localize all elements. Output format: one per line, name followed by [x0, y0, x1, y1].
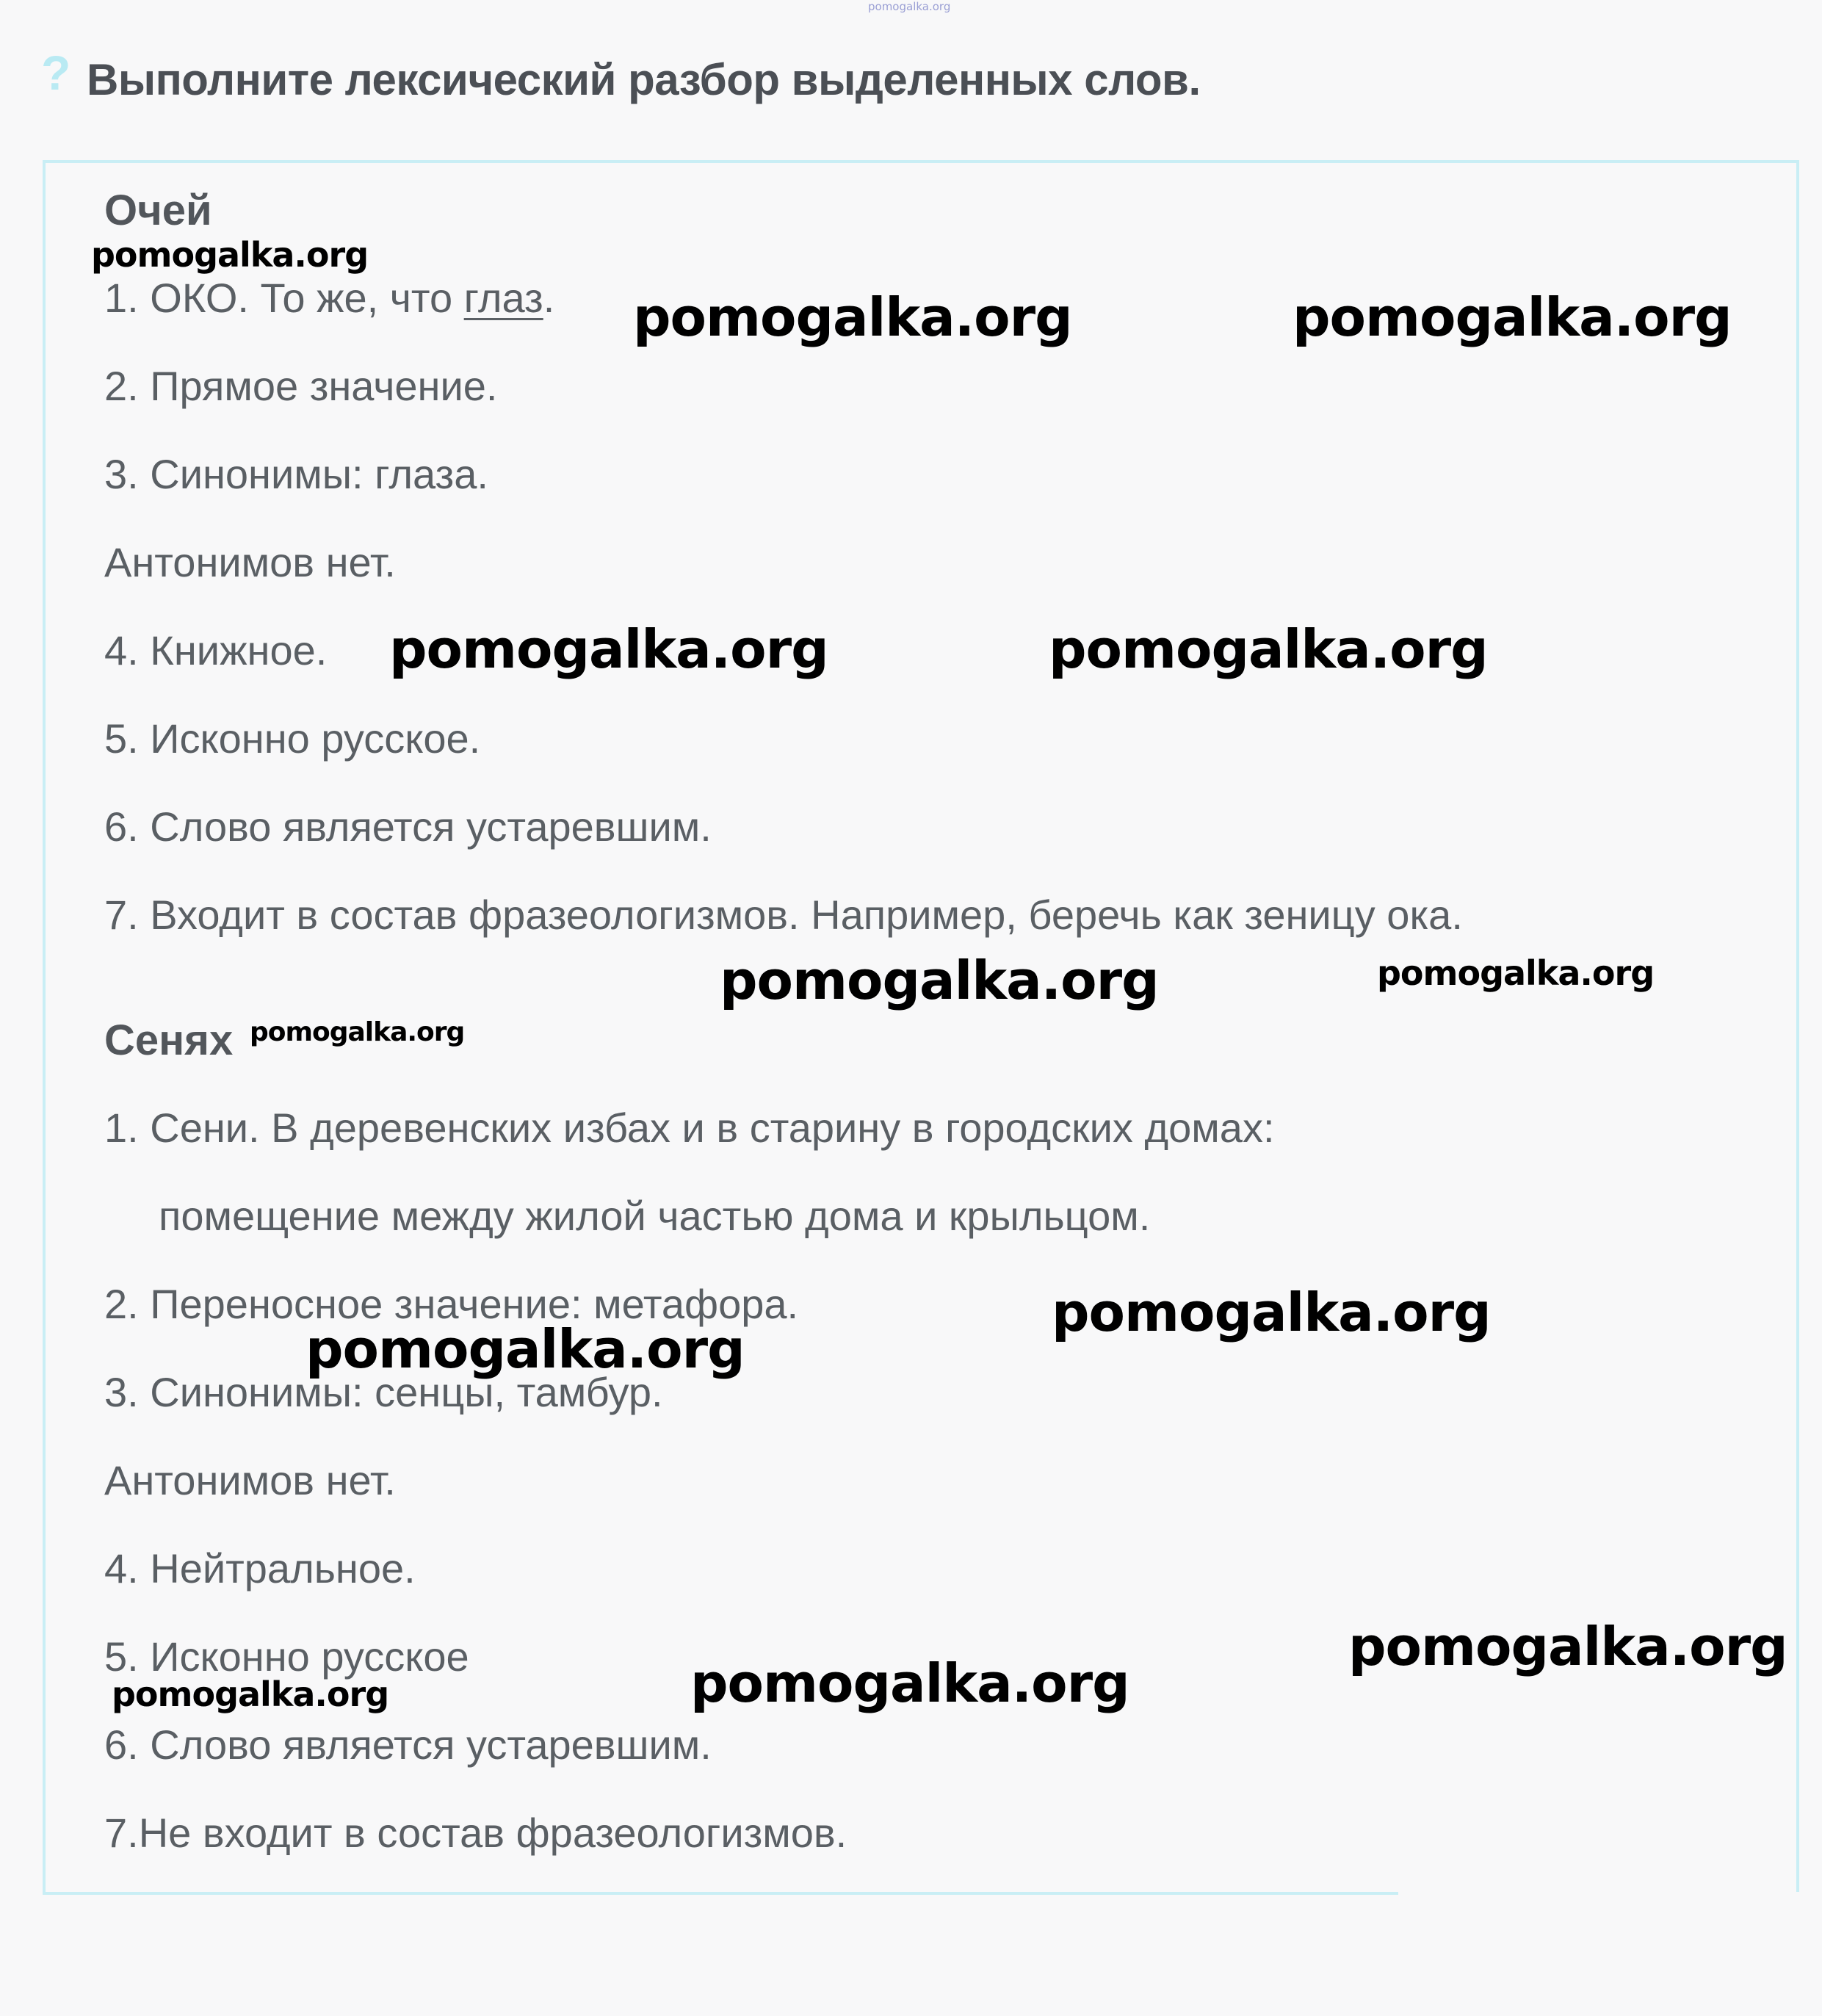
word2-line-2: 2. Переносное значение: метафора. [104, 1281, 799, 1327]
word1-line-1 [104, 275, 554, 321]
word1-line-7: 7. Входит в состав фразеологизмов. Например, беречь как зеницу ока. [104, 892, 1463, 938]
question-mark-icon: ? [41, 46, 71, 100]
word2-line-3b: Антонимов нет. [104, 1457, 396, 1503]
word1-line-6: 6. Слово является устаревшим. [104, 803, 712, 850]
word2-line-7: 7.Не входит в состав фразеологизмов. [104, 1810, 847, 1856]
watermark: pomogalka.org [1377, 953, 1655, 993]
watermark: pomogalka.org [690, 1652, 1129, 1714]
word2-line-5: 5. Исконно русское [104, 1633, 469, 1680]
top-watermark: pomogalka.org [868, 0, 951, 13]
word2-line-4: 4. Нейтральное. [104, 1545, 416, 1592]
word2-line-3: 3. Синонимы: сенцы, тамбур. [104, 1369, 663, 1415]
word1-line-3b: Антонимов нет. [104, 539, 396, 585]
word-heading-ochey: Очей [104, 187, 212, 234]
word2-line-1b: помещение между жилой частью дома и крыльцом. [159, 1193, 1151, 1239]
watermark: pomogalka.org [1049, 618, 1488, 680]
watermark: pomogalka.org [306, 1318, 745, 1380]
word1-line-5: 5. Исконно русское. [104, 715, 481, 762]
watermark: pomogalka.org [720, 950, 1159, 1011]
word2-line-6: 6. Слово является устаревшим. [104, 1721, 712, 1768]
watermark: pomogalka.org [633, 286, 1072, 348]
glaz-link[interactable]: глаз [463, 275, 543, 321]
watermark: pomogalka.org [91, 235, 369, 275]
watermark: pomogalka.org [250, 1017, 465, 1047]
word1-line-1-prefix: 1. ОКО. То же, что [104, 275, 464, 321]
watermark: pomogalka.org [1348, 1616, 1787, 1677]
word-heading-senyakh: Сенях [104, 1016, 234, 1064]
word1-line-4: 4. Книжное. [104, 627, 328, 673]
watermark: pomogalka.org [1052, 1282, 1491, 1343]
watermark: pomogalka.org [112, 1674, 389, 1714]
answer-box-bottom-border [43, 1892, 1398, 1895]
watermark: pomogalka.org [389, 618, 828, 680]
word2-line-1a: 1. Сени. В деревенских избах и в старину в городских домах: [104, 1105, 1275, 1151]
word1-line-1-suffix: . [543, 275, 555, 321]
word1-line-3: 3. Синонимы: глаза. [104, 451, 488, 497]
watermark: pomogalka.org [1293, 286, 1732, 348]
question-title: Выполните лексический разбор выделенных слов. [87, 55, 1201, 104]
word1-line-2: 2. Прямое значение. [104, 363, 498, 409]
